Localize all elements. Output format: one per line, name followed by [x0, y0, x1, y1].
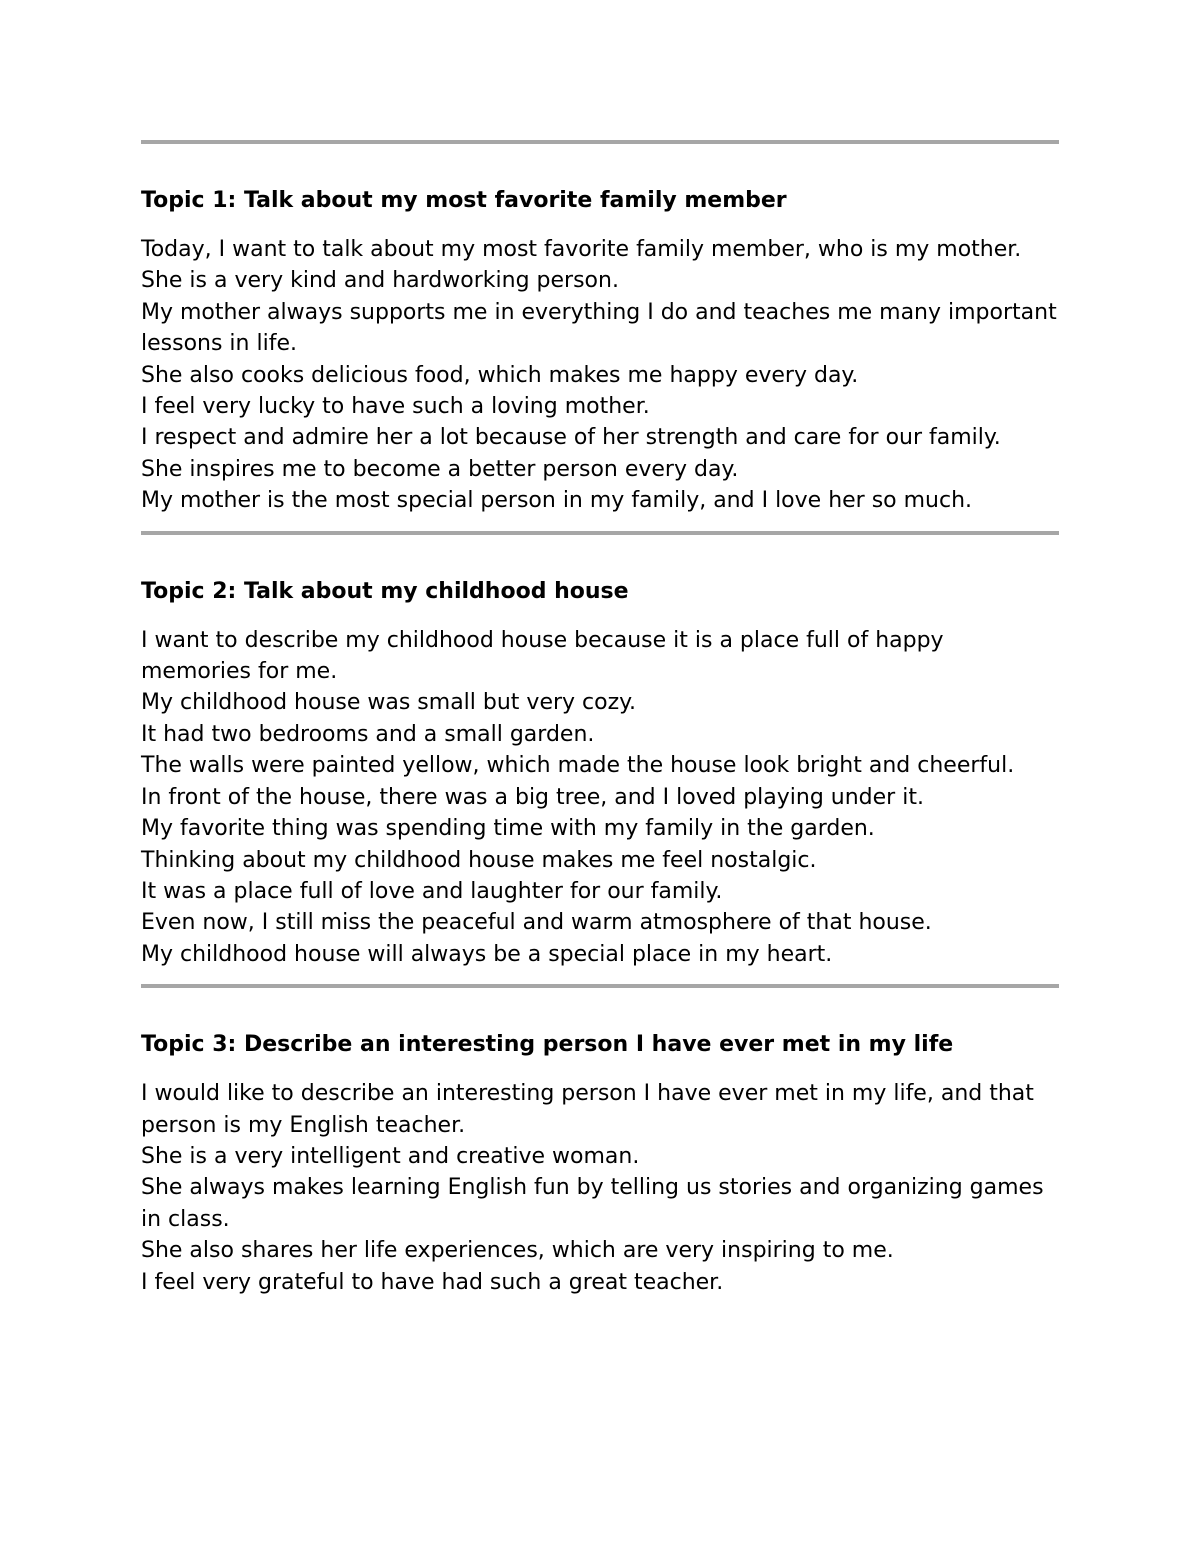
topic-3-line-3: She always makes learning English fun by telling us stories and organizing games in class. [141, 1175, 1044, 1232]
topic-2-line-4: The walls were painted yellow, which made the house look bright and cheerful. [141, 753, 1015, 779]
topic-2-section [141, 535, 1059, 984]
document-page [141, 140, 1059, 1312]
topic-3-title: Topic 3: Describe an interesting person I have ever met in my life [141, 1032, 954, 1058]
topic-1-title: Topic 1: Talk about my most favorite family member [141, 188, 787, 213]
topic-2-line-9: Even now, I still miss the peaceful and warm atmosphere of that house. [141, 910, 932, 936]
topic-1-line-6: I respect and admire her a lot because of her strength and care for our family. [141, 425, 1001, 451]
topic-1-section [141, 144, 1059, 531]
topic-3-line-1: I would like to describe an interesting person I have ever met in my life, and that person is my English teacher. [141, 1081, 1034, 1138]
topic-2-line-10: My childhood house will always be a special place in my heart. [141, 941, 833, 967]
topic-1-line-4: She also cooks delicious food, which makes me happy every day. [141, 362, 859, 388]
topic-3-section [141, 988, 1059, 1312]
topic-3-line-4: She also shares her life experiences, which are very inspiring to me. [141, 1238, 894, 1264]
topic-2-line-3: It had two bedrooms and a small garden. [141, 721, 595, 747]
topic-3-line-2: She is a very intelligent and creative woman. [141, 1143, 640, 1169]
topic-1-line-2: She is a very kind and hardworking person. [141, 268, 619, 294]
topic-2-line-6: My favorite thing was spending time with my family in the garden. [141, 816, 875, 842]
topic-1-line-3: My mother always supports me in everything I do and teaches me many important lessons in life. [141, 299, 1057, 357]
topic-1-line-7: She inspires me to become a better person every day. [141, 456, 739, 482]
topic-2-line-1: I want to describe my childhood house because it is a place full of happy memories for me. [141, 627, 944, 685]
topic-2-title: Topic 2: Talk about my childhood house [141, 578, 629, 604]
topic-2-line-8: It was a place full of love and laughter for our family. [141, 878, 723, 904]
topic-3-line-5: I feel very grateful to have had such a great teacher. [141, 1269, 724, 1295]
topic-2-line-2: My childhood house was small but very cozy. [141, 690, 637, 716]
topic-2-line-5: In front of the house, there was a big tree, and I loved playing under it. [141, 784, 924, 810]
topic-2-line-7: Thinking about my childhood house makes me feel nostalgic. [141, 847, 817, 873]
topic-1-line-5: I feel very lucky to have such a loving mother. [141, 394, 650, 420]
topic-1-line-8: My mother is the most special person in my family, and I love her so much. [141, 488, 973, 514]
topic-1-line-1: Today, I want to talk about my most favorite family member, who is my mother. [141, 237, 1022, 262]
